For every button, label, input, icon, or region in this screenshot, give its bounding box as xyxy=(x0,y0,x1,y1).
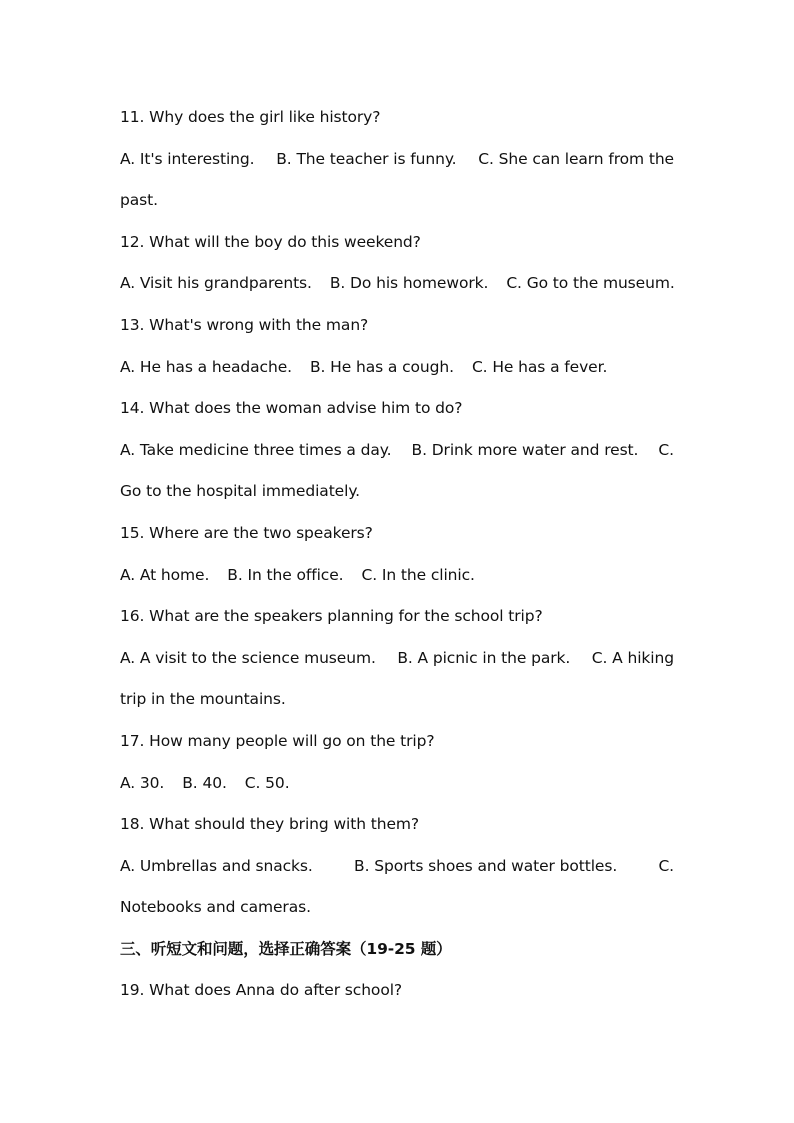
continued-text: trip in the mountains. xyxy=(120,690,286,709)
answer-option: B. Drink more water and rest. xyxy=(411,440,639,459)
answer-option: C. 50. xyxy=(244,773,290,792)
question-text: 12. What will the boy do this weekend? xyxy=(120,232,421,251)
question-text: 18. What should they bring with them? xyxy=(120,815,420,834)
answer-option: A. Visit his grandparents. xyxy=(120,274,312,293)
answer-option: C. He has a fever. xyxy=(471,357,608,376)
question-text: 19. What does Anna do after school? xyxy=(120,981,403,1000)
answer-option: A. A visit to the science museum. xyxy=(120,648,376,667)
question-text: 15. Where are the two speakers? xyxy=(120,523,373,542)
answer-option: A. At home. xyxy=(120,565,210,584)
answer-option: A. 30. xyxy=(120,773,165,792)
continued-text: past. xyxy=(120,191,158,210)
answer-options xyxy=(120,347,674,389)
question-text: 11. Why does the girl like history? xyxy=(120,108,381,126)
answer-option: B. Do his homework. xyxy=(329,274,489,293)
listening-questions xyxy=(120,97,674,1012)
answer-options xyxy=(120,430,674,472)
answer-option: A. He has a headache. xyxy=(120,357,292,376)
answer-option: C. A hiking xyxy=(591,648,674,667)
question-text: 16. What are the speakers planning for the school trip? xyxy=(120,607,543,626)
answer-option: B. In the office. xyxy=(227,565,344,584)
answer-option: C. xyxy=(658,856,674,875)
answer-option: C. She can learn from the xyxy=(478,149,674,168)
answer-options xyxy=(120,846,674,888)
answer-option: B. Sports shoes and water bottles. xyxy=(354,856,618,875)
answer-option: B. The teacher is funny. xyxy=(276,149,457,168)
answer-options xyxy=(120,638,674,680)
answer-options xyxy=(120,263,674,305)
answer-option: C. Go to the museum. xyxy=(506,274,675,293)
continued-text: Go to the hospital immediately. xyxy=(120,482,361,501)
answer-options xyxy=(120,763,674,805)
answer-options xyxy=(120,139,674,181)
question-text: 14. What does the woman advise him to do? xyxy=(120,399,463,418)
answer-options xyxy=(120,555,674,597)
answer-option: A. It's interesting. xyxy=(120,149,255,168)
continued-text: Notebooks and cameras. xyxy=(120,898,311,917)
answer-option: C. xyxy=(658,440,674,459)
section-heading: 三、听短文和问题，选择正确答案（19-25 题） xyxy=(120,939,452,958)
answer-option: C. In the clinic. xyxy=(361,565,475,584)
question-text: 17. How many people will go on the trip? xyxy=(120,731,435,750)
answer-option: B. 40. xyxy=(182,773,227,792)
answer-option: B. A picnic in the park. xyxy=(397,648,571,667)
answer-option: A. Umbrellas and snacks. xyxy=(120,856,313,875)
answer-option: B. He has a cough. xyxy=(309,357,454,376)
question-text: 13. What's wrong with the man? xyxy=(120,315,369,334)
answer-option: A. Take medicine three times a day. xyxy=(120,440,392,459)
